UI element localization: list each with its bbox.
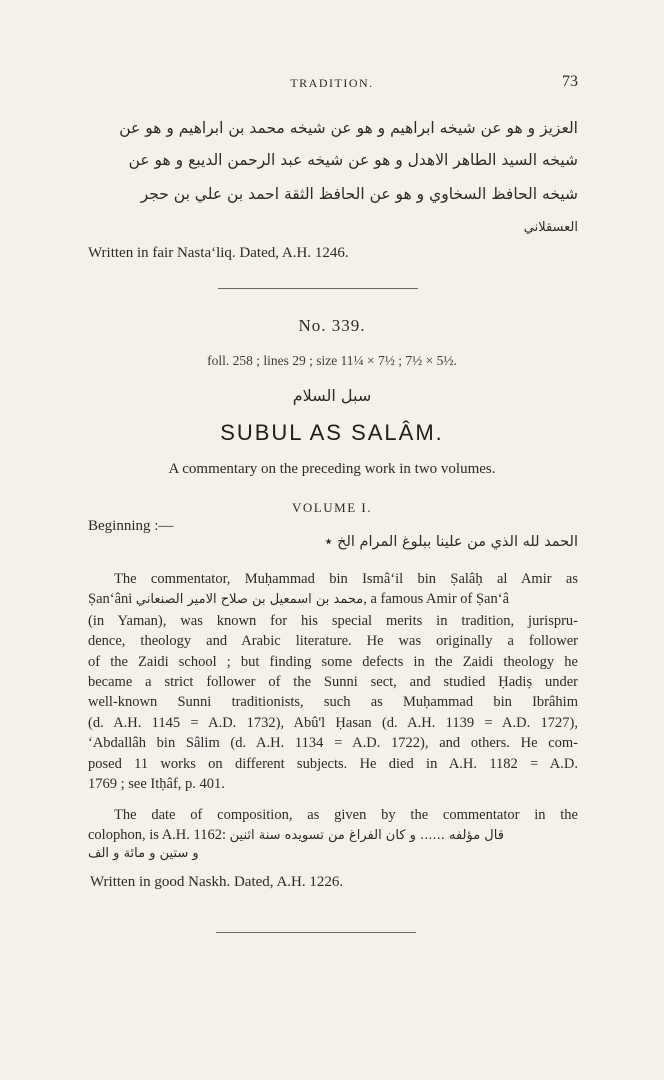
arabic-colophon-continued: و ستين و مائة و الف bbox=[88, 846, 199, 861]
work-subtitle: A commentary on the preceding work in two volumes. bbox=[168, 461, 496, 477]
paragraph-line bbox=[88, 825, 578, 846]
section-divider bbox=[216, 932, 416, 933]
text-fragment: Ṣan‘âni bbox=[88, 591, 133, 608]
arabic-isnad-line-3: شيخه الحافظ السخاوي و هو عن الحافظ الثقة احمد بن علي بن حجر bbox=[140, 185, 578, 203]
paragraph-line: The date of composition, as given by the commentator in the bbox=[114, 807, 578, 823]
page-header bbox=[86, 73, 578, 96]
paragraph-line: (d. A.H. 1145 = A.D. 1732), Abû'l Ḥasan (d. A.H. 1139 = A.D. 1727), bbox=[88, 714, 578, 731]
paragraph-line: of the Zaidi school ; but finding some defects in the Zaidi theology he bbox=[88, 653, 578, 670]
paragraph-line: well-known Sunni traditionists, such as Muḥammad bin Ibrâhim bbox=[88, 694, 578, 711]
script-date-note: Written in fair Nasta‘liq. Dated, A.H. 1246. bbox=[88, 245, 349, 261]
section-divider bbox=[218, 288, 418, 289]
arabic-title: سبل السلام bbox=[292, 386, 372, 405]
running-title: TRADITION. bbox=[290, 76, 374, 90]
paragraph-line: became a strict follower of the Sunni sect, and studied Ḥadiṣ under bbox=[88, 674, 578, 691]
paragraph-line: 1769 ; see Itḥâf, p. 401. bbox=[88, 776, 225, 793]
arabic-colophon: قال مؤلفه ...... و كان الفراغ من تسويده سنة اثنين bbox=[229, 828, 504, 844]
text-fragment: , a famous Amir of Ṣan‘â bbox=[363, 591, 510, 608]
paragraph-line: ‘Abdallâh bin Sâlim (d. A.H. 1134 = A.D. 1722), and others. He com- bbox=[88, 735, 578, 752]
script-date-note: Written in good Naskh. Dated, A.H. 1226. bbox=[90, 874, 344, 890]
composition-paragraph bbox=[88, 805, 578, 847]
physical-description: foll. 258 ; lines 29 ; size 11¼ × 7½ ; 7½ × 5½. bbox=[207, 353, 457, 368]
paragraph-line: posed 11 works on different subjects. He died in A.H. 1182 = A.D. bbox=[88, 755, 578, 772]
work-title: SUBUL AS SALÂM. bbox=[220, 420, 444, 445]
beginning-arabic: الحمد لله الذي من علينا ببلوغ المرام الخ ٭ bbox=[324, 534, 578, 550]
paragraph-line bbox=[88, 589, 578, 610]
volume-heading: VOLUME I. bbox=[292, 500, 372, 515]
paragraph-line: The commentator, Muḥammad bin Ismâ‘il bin Ṣalâḥ al Amir as bbox=[114, 571, 578, 587]
arabic-name: محمد بن اسمعيل بن صلاح الامير الصنعاني bbox=[135, 592, 364, 608]
arabic-isnad-line-2: شيخه السيد الطاهر الاهدل و هو عن شيخه عبد الرحمن الديبع و هو عن bbox=[128, 151, 578, 169]
arabic-isnad-line-4: العسقلاني bbox=[523, 220, 578, 235]
paragraph-line: (in Yaman), was known for his special merits in tradition, jurispru- bbox=[88, 612, 578, 629]
text-fragment: colophon, is A.H. 1162: bbox=[88, 827, 227, 844]
paragraph-line: dence, theology and Arabic literature. He was originally a follower bbox=[88, 633, 578, 650]
beginning-label: Beginning :— bbox=[88, 518, 174, 534]
arabic-isnad-line-1: العزيز و هو عن شيخه ابراهيم و هو عن شيخه محمد بن ابراهيم و هو عن bbox=[119, 119, 578, 137]
commentator-paragraph bbox=[88, 569, 578, 794]
page-number: 73 bbox=[562, 73, 578, 90]
entry-number: No. 339. bbox=[298, 316, 366, 335]
